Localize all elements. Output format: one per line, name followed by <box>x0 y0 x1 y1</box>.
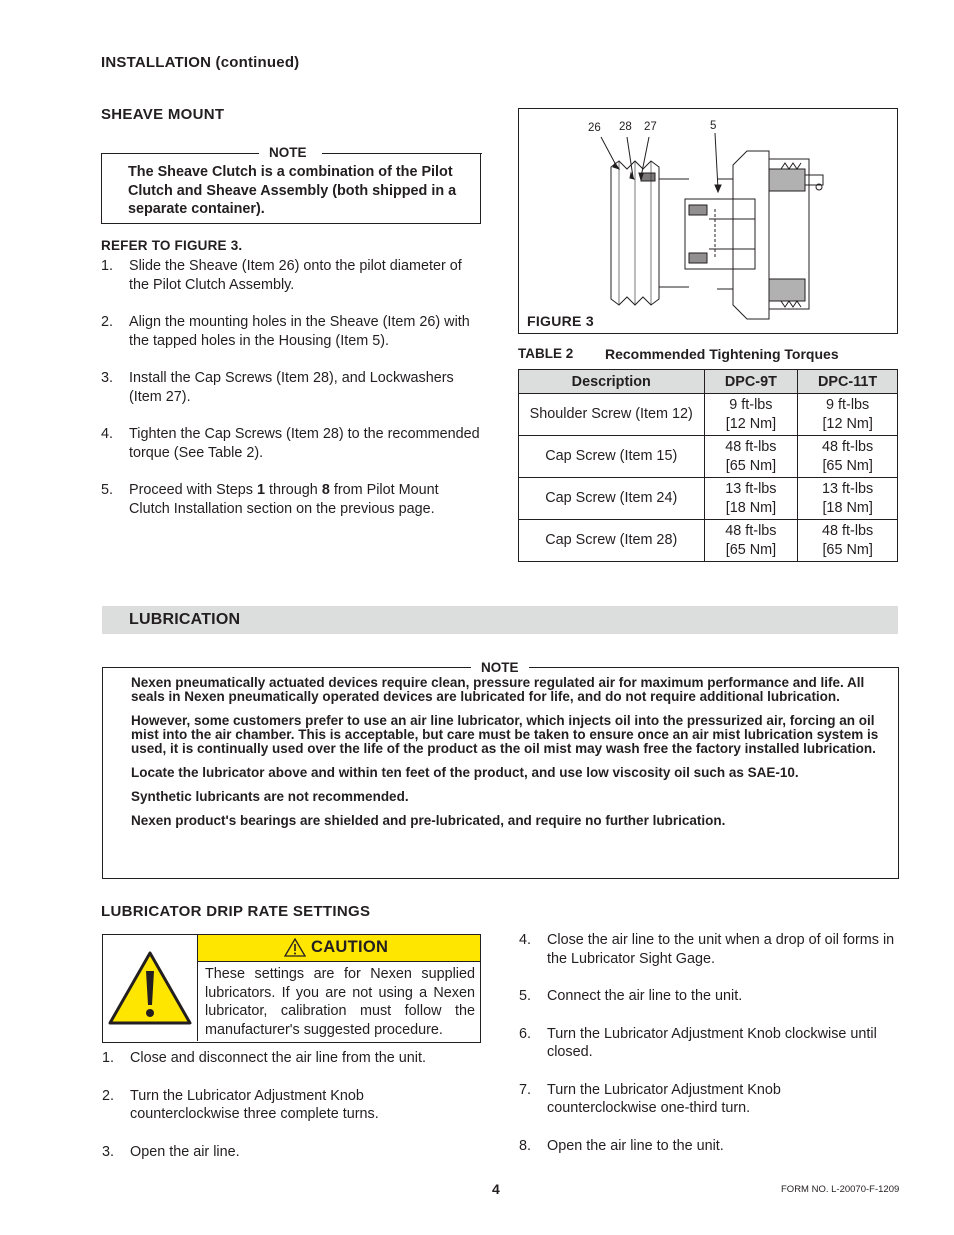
callout-27: 27 <box>644 121 657 133</box>
row-dpc-11t: 9 ft-lbs [12 Nm] <box>798 394 898 436</box>
drip-step-8: 8. Open the air line to the unit. <box>519 1137 724 1154</box>
form-number: FORM NO. L-20070-F-1209 <box>781 1184 900 1195</box>
sheave-note-box <box>101 145 481 224</box>
callout-28: 28 <box>619 121 632 133</box>
row-dpc-11t: 48 ft-lbs [65 Nm] <box>798 520 898 562</box>
sheave-clutch-drawing <box>519 109 897 333</box>
lub-para-4: Synthetic lubricants are not recommended. <box>131 789 409 804</box>
table-row <box>519 520 898 562</box>
lub-para-3: Locate the lubricator above and within ten feet of the product, and use low viscosity oil such as SAE-10. <box>131 765 799 780</box>
drip-step-7: 7. Turn the Lubricator Adjustment Knob counterclockwise one-third turn. <box>519 1081 781 1116</box>
col-dpc-9t: DPC-9T <box>704 370 798 394</box>
sheave-steps <box>101 257 481 518</box>
table-row <box>519 478 898 520</box>
drip-step-5: 5. Connect the air line to the unit. <box>519 988 743 1004</box>
table-row <box>519 394 898 436</box>
sheave-step-3: 3. Install the Cap Screws (Item 28), and Lockwashers (Item 27). <box>101 370 454 405</box>
sheave-note-text: The Sheave Clutch is a combination of the Pilot Clutch and Sheave Assembly (both shipped in a separate container). <box>128 164 457 217</box>
page-number: 4 <box>492 1181 500 1197</box>
row-dpc-9t: 13 ft-lbs [18 Nm] <box>704 478 798 520</box>
lub-para-2: However, some customers prefer to use an air line lubricator, which injects oil into the pressurized air, forcing an oil mist into the air chamber. This is acceptable, but care must be taken to ensure once an air mist lubrication system is used, it is continually used over the life of the product as the oil mist may wash free the factory installed lubrication. <box>131 713 879 756</box>
installation-header: INSTALLATION (continued) <box>101 54 300 71</box>
table-header-row <box>519 370 898 394</box>
row-description: Shoulder Screw (Item 12) <box>519 394 705 436</box>
row-dpc-9t: 48 ft-lbs [65 Nm] <box>704 436 798 478</box>
drip-steps-left <box>102 1049 481 1161</box>
small-warning-icon <box>284 938 306 957</box>
caution-header <box>198 935 480 962</box>
table-2-title: Recommended Tightening Torques <box>605 346 839 362</box>
sheave-step-5: 5. Proceed with Steps 1 through 8 from Pilot Mount Clutch Installation section on the previous page. <box>101 482 439 517</box>
lub-para-1: Nexen pneumatically actuated devices require clean, pressure regulated air for maximum performance and life. All seals in Nexen pneumatically operated devices are lubricated for life, and do not require additional lubrication. <box>131 675 865 704</box>
caution-label: CAUTION <box>311 938 389 956</box>
caution-icon-cell <box>103 935 198 1041</box>
col-dpc-11t: DPC-11T <box>798 370 898 394</box>
lubrication-note-label: NOTE <box>481 660 519 675</box>
figure-3-label: FIGURE 3 <box>527 313 594 329</box>
torque-table <box>518 369 898 562</box>
refer-figure-3: REFER TO FIGURE 3. <box>101 238 243 253</box>
drip-step-2: 2. Turn the Lubricator Adjustment Knob counterclockwise three complete turns. <box>102 1087 379 1122</box>
drip-rate-title: LUBRICATOR DRIP RATE SETTINGS <box>101 903 371 920</box>
sheave-mount-title: SHEAVE MOUNT <box>101 106 225 123</box>
row-dpc-9t: 9 ft-lbs [12 Nm] <box>704 394 798 436</box>
table-row <box>519 436 898 478</box>
lubrication-title: LUBRICATION <box>129 611 241 628</box>
row-dpc-11t: 48 ft-lbs [65 Nm] <box>798 436 898 478</box>
drip-step-4: 4. Close the air line to the unit when a drop of oil forms in the Lubricator Sight Gage. <box>519 932 895 967</box>
row-description: Cap Screw (Item 28) <box>519 520 705 562</box>
row-dpc-9t: 48 ft-lbs [65 Nm] <box>704 520 798 562</box>
callout-26: 26 <box>588 122 601 134</box>
col-description: Description <box>519 370 705 394</box>
drip-step-3: 3. Open the air line. <box>102 1143 240 1160</box>
sheave-step-1: 1. Slide the Sheave (Item 26) onto the pilot diameter of the Pilot Clutch Assembly. <box>101 258 462 293</box>
lub-para-5: Nexen product's bearings are shielded and pre-lubricated, and require no further lubrication. <box>131 813 726 828</box>
table-2-label: TABLE 2 <box>518 346 574 361</box>
callout-5: 5 <box>710 120 717 132</box>
sheave-step-4: 4. Tighten the Cap Screws (Item 28) to the recommended torque (See Table 2). <box>101 426 480 461</box>
lubrication-bar <box>102 606 898 634</box>
warning-triangle-icon <box>106 949 194 1027</box>
caution-text: These settings are for Nexen supplied lubricators. If you are not using a Nexen lubricator, calibration must follow the manufacturer's suggested procedure. <box>205 966 475 1038</box>
sheave-note-label: NOTE <box>269 145 307 160</box>
row-description: Cap Screw (Item 24) <box>519 478 705 520</box>
row-description: Cap Screw (Item 15) <box>519 436 705 478</box>
row-dpc-11t: 13 ft-lbs [18 Nm] <box>798 478 898 520</box>
drip-steps-right <box>519 931 899 1155</box>
figure-3-box <box>518 108 898 334</box>
drip-step-6: 6. Turn the Lubricator Adjustment Knob clockwise until closed. <box>519 1025 877 1060</box>
sheave-step-2: 2. Align the mounting holes in the Sheave (Item 26) with the tapped holes in the Housing (Item 5). <box>101 314 470 349</box>
caution-box <box>102 934 481 1043</box>
drip-step-1: 1. Close and disconnect the air line from the unit. <box>102 1050 426 1066</box>
lubrication-note-box <box>102 660 899 879</box>
